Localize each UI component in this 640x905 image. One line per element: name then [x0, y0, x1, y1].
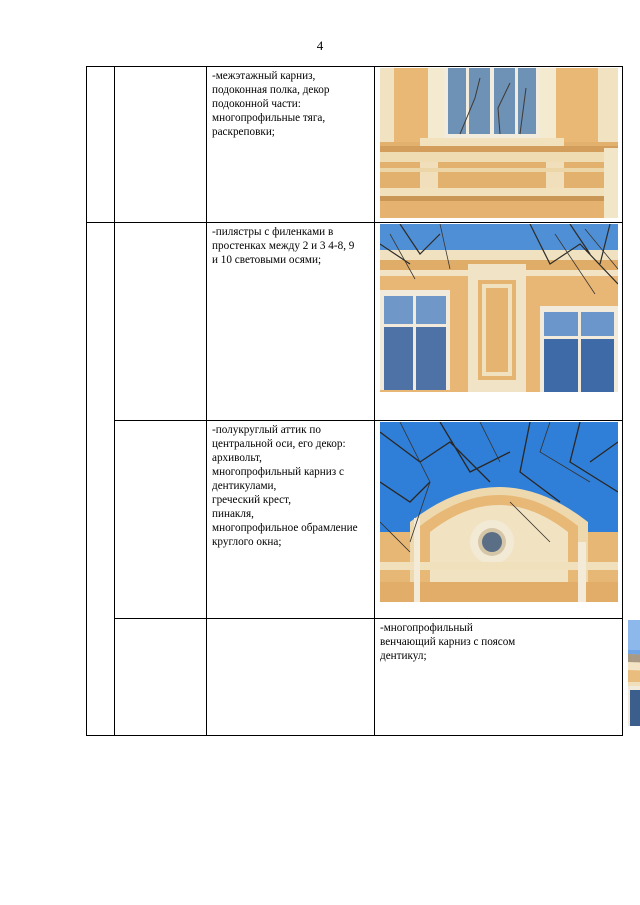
table-cell-category: [115, 421, 207, 619]
table-row: [87, 421, 623, 619]
photo-pilasters: [380, 224, 618, 392]
table-cell-number: [87, 223, 115, 736]
description-line: круглого окна;: [212, 536, 282, 548]
table-cell-photo: [375, 421, 623, 619]
table-row: [87, 223, 623, 421]
description-line: венчающий карниз с поясом: [380, 636, 516, 648]
description-line: -пилястры с филенками в: [212, 226, 334, 238]
description-line: подоконная полка, декор: [212, 84, 330, 96]
heritage-elements-table: [86, 66, 623, 736]
description-line: дентикул;: [380, 650, 427, 662]
description-line: многопрофильные тяга,: [212, 112, 326, 124]
table-cell-description: [207, 223, 375, 421]
description-line: дентикулами,: [212, 480, 277, 492]
table-row: [87, 67, 623, 223]
description-line: архивольт,: [212, 452, 262, 464]
table-cell-category: [115, 223, 207, 421]
description-line: подоконной части:: [212, 98, 301, 110]
table-cell-number: [87, 67, 115, 223]
table-cell-category: [207, 619, 375, 736]
table-row: [87, 619, 623, 736]
table-cell-description: [207, 67, 375, 223]
table-cell-description: [207, 421, 375, 619]
description-line: раскреповки;: [212, 126, 275, 138]
table-cell-description: [375, 619, 623, 736]
description-line: простенках между 2 и 3 4-8, 9: [212, 240, 355, 252]
description-line: центральной оси, его декор:: [212, 438, 346, 450]
table-cell-category: [115, 67, 207, 223]
description-line: -межэтажный карниз,: [212, 70, 316, 82]
description-line: -многопрофильный: [380, 622, 473, 634]
description-line: греческий крест,: [212, 494, 291, 506]
photo-window-cornice: [380, 68, 618, 218]
table-cell-photo: [375, 67, 623, 223]
description-line: -полукруглый аттик по: [212, 424, 321, 436]
description-line: многопрофильный карниз с: [212, 466, 344, 478]
photo-attic: [380, 422, 618, 602]
description-line: многопрофильное обрамление: [212, 522, 358, 534]
description-line: и 10 световыми осями;: [212, 254, 322, 266]
description-line: пинакля,: [212, 508, 254, 520]
table-cell-number: [115, 619, 207, 736]
photo-crowning-cornice: [628, 620, 640, 726]
table-cell-photo: [375, 223, 623, 421]
page-number: 4: [316, 38, 324, 53]
